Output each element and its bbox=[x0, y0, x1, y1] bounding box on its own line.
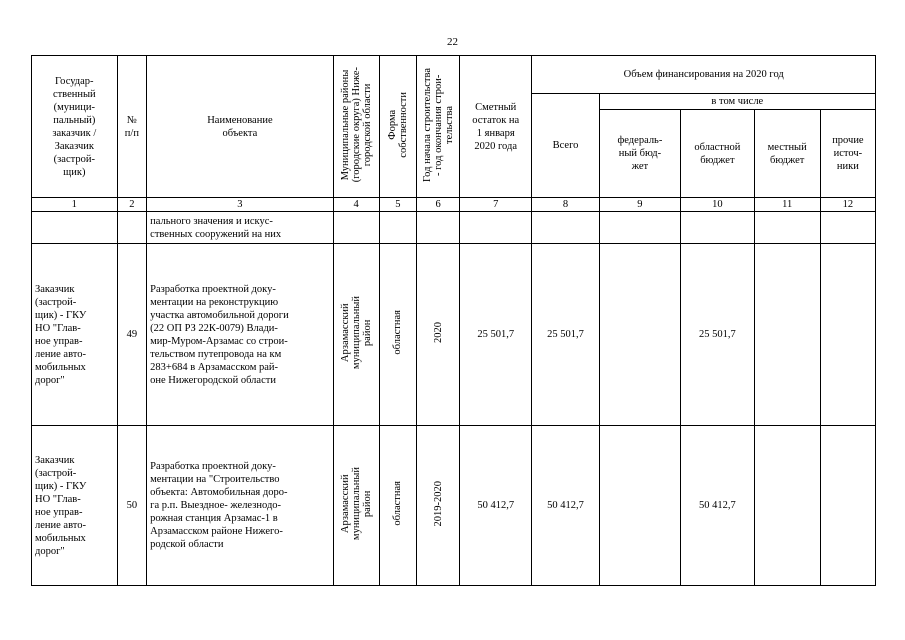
row-object-name: Разработка проектной доку- ментации на реконструкцию участка автомобильной дороги (22 ОП РЗ 22К-0079) Влади- мир-Муром-Арзамас со строи- тельством путепровода на км 283+684 в Арзамасском рай- оне Нижегородской области bbox=[147, 244, 334, 426]
row-total: 25 501,7 bbox=[532, 244, 599, 426]
header-funding-title: Объем финансирования на 2020 год bbox=[532, 56, 876, 94]
row-ownership: областная bbox=[379, 244, 417, 426]
row-regional: 25 501,7 bbox=[681, 244, 754, 426]
header-districts: Муниципальные районы (городские округа) Ниже- городской области bbox=[333, 56, 379, 198]
row-local bbox=[754, 244, 820, 426]
header-number: № п/п bbox=[117, 56, 147, 198]
continuation-row bbox=[32, 212, 876, 244]
row-federal bbox=[599, 244, 681, 426]
table-row bbox=[32, 244, 876, 426]
row-number: 49 bbox=[117, 244, 147, 426]
header-customer: Государ- ственный (муници- пальный) заказчик / Заказчик (застрой- щик) bbox=[32, 56, 118, 198]
col-number: 9 bbox=[599, 198, 681, 212]
row-years: 2020 bbox=[417, 244, 460, 426]
row-estimate: 50 412,7 bbox=[460, 426, 532, 586]
col-number: 5 bbox=[379, 198, 417, 212]
col-number: 10 bbox=[681, 198, 754, 212]
row-district: Арзамасский муниципальный район bbox=[333, 426, 379, 586]
row-regional: 50 412,7 bbox=[681, 426, 754, 586]
row-years: 2019-2020 bbox=[417, 426, 460, 586]
row-ownership: областная bbox=[379, 426, 417, 586]
row-other bbox=[820, 244, 875, 426]
row-estimate: 25 501,7 bbox=[460, 244, 532, 426]
column-number-row bbox=[32, 198, 876, 212]
header-local: местный бюджет bbox=[754, 110, 820, 198]
page-number: 22 bbox=[447, 36, 458, 48]
header-estimate: Сметный остаток на 1 января 2020 года bbox=[460, 56, 532, 198]
row-total: 50 412,7 bbox=[532, 426, 599, 586]
row-customer: Заказчик (застрой- щик) - ГКУ НО "Глав- ное управ- ление авто- мобильных дорог" bbox=[32, 426, 118, 586]
col-number: 3 bbox=[147, 198, 334, 212]
col-number: 11 bbox=[754, 198, 820, 212]
col-number: 12 bbox=[820, 198, 875, 212]
row-object-name: Разработка проектной доку- ментации на "Строительство объекта: Автомобильная доро- га р.п. Выездное- железнодо- рожная станция Арзамас-1 в Арзамасском районе Нижего- родской области bbox=[147, 426, 334, 586]
financing-table bbox=[31, 55, 876, 586]
row-federal bbox=[599, 426, 681, 586]
header-ownership: Форма собственности bbox=[379, 56, 417, 198]
col-number: 8 bbox=[532, 198, 599, 212]
header-regional: областной бюджет bbox=[681, 110, 754, 198]
row-local bbox=[754, 426, 820, 586]
row-number: 50 bbox=[117, 426, 147, 586]
row-other bbox=[820, 426, 875, 586]
table-row bbox=[32, 426, 876, 586]
header-other: прочие источ- ники bbox=[820, 110, 875, 198]
header-total: Всего bbox=[532, 94, 599, 198]
continuation-text: пального значения и искус- ственных сооружений на них bbox=[147, 212, 334, 244]
col-number: 1 bbox=[32, 198, 118, 212]
col-number: 7 bbox=[460, 198, 532, 212]
col-number: 4 bbox=[333, 198, 379, 212]
col-number: 6 bbox=[417, 198, 460, 212]
header-federal: федераль- ный бюд- жет bbox=[599, 110, 681, 198]
header-including: в том числе bbox=[599, 94, 875, 110]
row-district: Арзамасский муниципальный район bbox=[333, 244, 379, 426]
header-years: Год начала строительства - год окончания строи- тельства bbox=[417, 56, 460, 198]
row-customer: Заказчик (застрой- щик) - ГКУ НО "Глав- ное управ- ление авто- мобильных дорог" bbox=[32, 244, 118, 426]
col-number: 2 bbox=[117, 198, 147, 212]
header-object-name: Наименование объекта bbox=[147, 56, 334, 198]
